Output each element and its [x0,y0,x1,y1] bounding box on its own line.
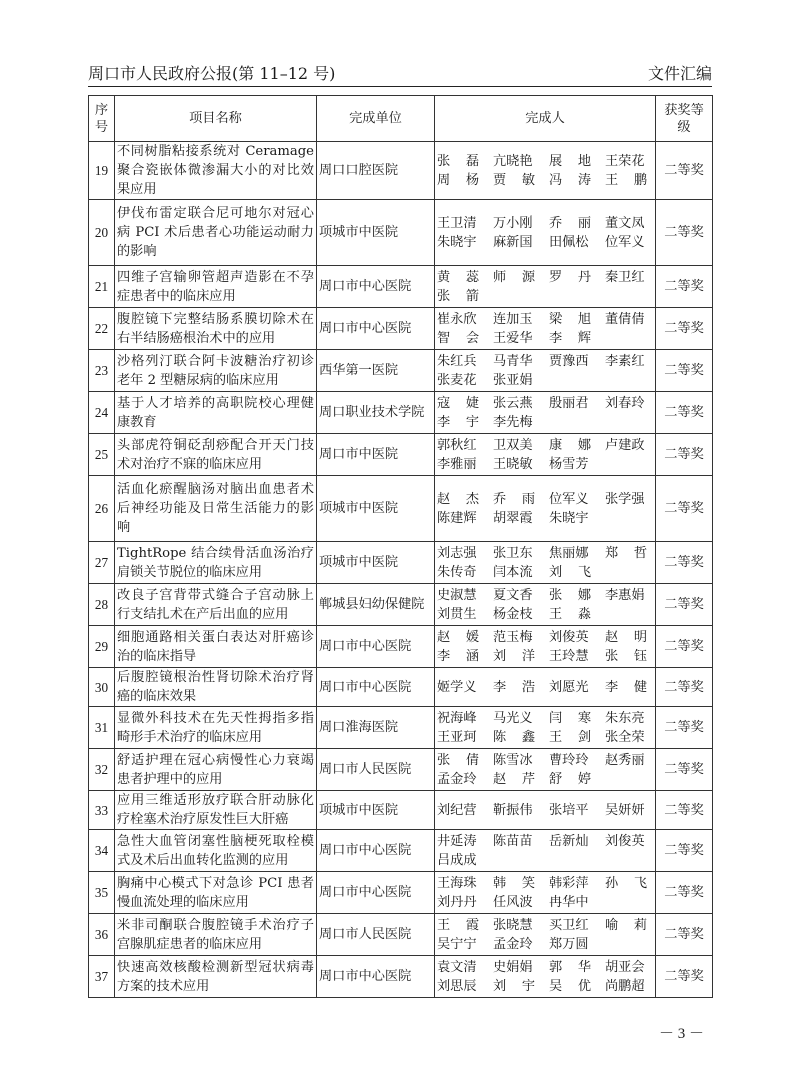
completing-unit: 周口市中心医院 [317,266,435,308]
row-number: 27 [89,542,115,584]
completers-cell [435,350,656,392]
completer-name: 任风波 [493,894,533,910]
award-level: 二等奖 [656,914,713,956]
completer-name: 尚鹏超 [605,978,645,994]
completer-name: 杨金枝 [493,606,533,622]
completer-name: 闫本流 [493,564,533,580]
row-number: 22 [89,308,115,350]
completer-name: 李 健 [605,679,647,695]
completer-name: 张 钰 [605,648,647,664]
completer-name: 李雅丽 [437,456,477,472]
table-row [89,308,713,350]
completer-name: 张培平 [549,802,589,818]
completer-name: 贾豫西 [549,353,589,369]
completing-unit: 周口市中心医院 [317,872,435,914]
completer-name: 吴宁宁 [437,936,477,952]
completer-name: 王海珠 [437,875,477,891]
award-level: 二等奖 [656,350,713,392]
completer-name: 陈雪冰 [493,752,533,768]
project-name: 改良子宫背带式缝合子宫动脉上行支结扎术在产后出血的应用 [115,584,317,626]
row-number: 21 [89,266,115,308]
completer-name: 史娟娟 [493,959,533,975]
table-row [89,626,713,668]
completing-unit: 西华第一医院 [317,350,435,392]
award-level: 二等奖 [656,791,713,830]
completer-name: 李 辉 [549,330,591,346]
completer-name: 王爱华 [493,330,533,346]
completer-name: 郑万圆 [549,936,589,952]
completer-name: 张 娜 [549,587,591,603]
completer-name: 寇 婕 [437,395,479,411]
completer-name: 孟金玲 [493,936,533,952]
completer-name: 杨雪芳 [549,456,589,472]
completers-list [437,801,653,820]
completers-cell [435,308,656,350]
completer-name: 孟金玲 [437,771,477,787]
row-number: 23 [89,350,115,392]
completer-name: 刘思辰 [437,978,477,994]
completer-name: 刘 洋 [493,648,535,664]
completer-name: 舒 婷 [549,771,591,787]
completer-name: 岳新灿 [549,833,589,849]
completer-name: 刘纪营 [437,802,477,818]
completers-cell [435,626,656,668]
completing-unit: 周口市中心医院 [317,956,435,998]
award-level: 二等奖 [656,707,713,749]
col-header-no: 序号 [89,96,115,142]
completer-name: 赵 明 [605,629,647,645]
award-table [88,95,713,998]
completing-unit: 周口口腔医院 [317,142,435,200]
completer-name: 李 宇 [437,414,479,430]
completing-unit: 项城市中医院 [317,791,435,830]
completer-name: 张学强 [605,491,645,507]
completer-name: 冯 涛 [549,172,591,188]
completers-cell [435,200,656,266]
completer-name: 范玉梅 [493,629,533,645]
completer-name: 亢晓艳 [493,153,533,169]
award-level: 二等奖 [656,434,713,476]
row-number: 32 [89,749,115,791]
table-row [89,392,713,434]
row-number: 36 [89,914,115,956]
completers-list [437,268,653,306]
completers-cell [435,668,656,707]
project-name: 不同树脂粘接系统对 Ceramage 聚合瓷嵌体微渗漏大小的对比效果应用 [115,142,317,200]
completer-name: 刘 飞 [549,564,591,580]
completing-unit: 周口市中医院 [317,434,435,476]
completers-cell [435,142,656,200]
row-number: 33 [89,791,115,830]
project-name: 快速高效核酸检测新型冠状病毒方案的技术应用 [115,956,317,998]
completer-name: 师 源 [493,269,535,285]
completer-name: 展 地 [549,153,591,169]
project-name: 沙格列汀联合阿卡波糖治疗初诊老年 2 型糖尿病的临床应用 [115,350,317,392]
header-rule [88,86,712,87]
completers-cell [435,707,656,749]
completer-name: 张 磊 [437,153,479,169]
table-header-row [89,96,713,142]
completer-name: 田佩松 [549,234,589,250]
completer-name: 韩 笑 [493,875,535,891]
completer-name: 郑 哲 [605,545,647,561]
completer-name: 冉华中 [549,894,589,910]
completer-name: 陈苗苗 [493,833,533,849]
completer-name: 赵 媛 [437,629,479,645]
row-number: 37 [89,956,115,998]
completer-name: 殷丽君 [549,395,589,411]
project-name: 后腹腔镜根治性肾切除术治疗肾癌的临床效果 [115,668,317,707]
table-row [89,476,713,542]
completer-name: 夏文香 [493,587,533,603]
table-row [89,200,713,266]
completer-name: 董文凤 [605,215,645,231]
project-name: 头部虎符铜砭刮痧配合开天门技术对治疗不寐的临床应用 [115,434,317,476]
completer-name: 王 剑 [549,729,591,745]
completer-name: 陈 鑫 [493,729,535,745]
col-header-people: 完成人 [435,96,656,142]
completer-name: 黄 蕊 [437,269,479,285]
award-level: 二等奖 [656,872,713,914]
completers-cell [435,476,656,542]
completers-list [437,958,653,996]
completer-name: 姬学义 [437,679,477,695]
completer-name: 王 鹏 [605,172,647,188]
row-number: 31 [89,707,115,749]
completer-name: 吕成成 [437,852,477,868]
project-name: 活血化瘀醒脑汤对脑出血患者术后神经功能及日常生活能力的影响 [115,476,317,542]
completer-name: 梁 旭 [549,311,591,327]
header-title: 周口市人民政府公报(第 11–12 号) [88,64,336,83]
completer-name: 胡翠霞 [493,510,533,526]
completing-unit: 周口市中心医院 [317,668,435,707]
award-level: 二等奖 [656,749,713,791]
award-level: 二等奖 [656,626,713,668]
completers-cell [435,830,656,872]
completer-name: 朱传奇 [437,564,477,580]
award-level: 二等奖 [656,308,713,350]
completer-name: 周 杨 [437,172,479,188]
completer-name: 董倩倩 [605,311,645,327]
project-name: 米非司酮联合腹腔镜手术治疗子宫腺肌症患者的临床应用 [115,914,317,956]
table-row [89,668,713,707]
completers-cell [435,749,656,791]
completer-name: 赵秀丽 [605,752,645,768]
completers-list [437,916,653,954]
completer-name: 张 倩 [437,752,479,768]
completer-name: 王亚珂 [437,729,477,745]
completing-unit: 郸城县妇幼保健院 [317,584,435,626]
completer-name: 张亚娟 [493,372,533,388]
completing-unit: 周口淮海医院 [317,707,435,749]
completer-name: 张卫东 [493,545,533,561]
completers-cell [435,584,656,626]
award-level: 二等奖 [656,392,713,434]
completer-name: 位军义 [605,234,645,250]
completer-name: 吴妍妍 [605,802,645,818]
completer-name: 乔 丽 [549,215,591,231]
completers-cell [435,266,656,308]
award-level: 二等奖 [656,476,713,542]
completer-name: 马光义 [493,710,533,726]
completer-name: 喻 莉 [605,917,647,933]
completing-unit: 周口市中心医院 [317,308,435,350]
row-number: 35 [89,872,115,914]
row-number: 19 [89,142,115,200]
table-row [89,266,713,308]
completers-cell [435,872,656,914]
table-row [89,830,713,872]
award-level: 二等奖 [656,542,713,584]
completer-name: 李先梅 [493,414,533,430]
project-name: 细胞通路相关蛋白表达对肝癌诊治的临床指导 [115,626,317,668]
table-body [89,142,713,998]
table-row [89,914,713,956]
completer-name: 史淑慧 [437,587,477,603]
completer-name: 井延涛 [437,833,477,849]
row-number: 25 [89,434,115,476]
award-level: 二等奖 [656,142,713,200]
completer-name: 刘春玲 [605,395,645,411]
completer-name: 康 娜 [549,437,591,453]
completers-list [437,310,653,348]
completer-name: 智 会 [437,330,479,346]
completer-name: 祝海峰 [437,710,477,726]
completers-list [437,152,653,190]
row-number: 20 [89,200,115,266]
completing-unit: 周口市人民医院 [317,749,435,791]
completer-name: 王卫清 [437,215,477,231]
table-row [89,872,713,914]
completer-name: 李 浩 [493,679,535,695]
completer-name: 吴 优 [549,978,591,994]
completer-name: 赵 芹 [493,771,535,787]
completer-name: 胡亚会 [605,959,645,975]
completing-unit: 周口市人民医院 [317,914,435,956]
header-section: 文件汇编 [647,64,712,83]
completers-cell [435,791,656,830]
completers-list [437,214,653,252]
completer-name: 刘愿光 [549,679,589,695]
completer-name: 朱晓宇 [549,510,589,526]
row-number: 28 [89,584,115,626]
completer-name: 刘俊英 [605,833,645,849]
completers-cell [435,392,656,434]
completer-name: 李素红 [605,353,645,369]
project-name: 应用三维适形放疗联合肝动脉化疗栓塞术治疗原发性巨大肝癌 [115,791,317,830]
completer-name: 王荣花 [605,153,645,169]
completer-name: 靳振伟 [493,802,533,818]
completers-list [437,751,653,789]
completing-unit: 项城市中医院 [317,476,435,542]
completer-name: 万小刚 [493,215,533,231]
completer-name: 陈建辉 [437,510,477,526]
completer-name: 张晓慧 [493,917,533,933]
completer-name: 朱东亮 [605,710,645,726]
completer-name: 卢建政 [605,437,645,453]
table-row [89,707,713,749]
project-name: 胸痛中心模式下对急诊 PCI 患者慢血流处理的临床应用 [115,872,317,914]
completer-name: 连加玉 [493,311,533,327]
award-level: 二等奖 [656,200,713,266]
completers-list [437,628,653,666]
completing-unit: 项城市中医院 [317,542,435,584]
completer-name: 罗 丹 [549,269,591,285]
completer-name: 马青华 [493,353,533,369]
project-name: 基于人才培养的高职院校心理健康教育 [115,392,317,434]
completer-name: 王 淼 [549,606,591,622]
row-number: 24 [89,392,115,434]
completers-list [437,678,653,697]
table-row [89,350,713,392]
completers-list [437,394,653,432]
col-header-unit: 完成单位 [317,96,435,142]
project-name: 腹腔镜下完整结肠系膜切除术在右半结肠癌根治术中的应用 [115,308,317,350]
completers-list [437,832,653,870]
table-row [89,542,713,584]
completer-name: 张麦花 [437,372,477,388]
project-name: 急性大血管闭塞性脑梗死取栓模式及术后出血转化监测的应用 [115,830,317,872]
completer-name: 袁文清 [437,959,477,975]
completer-name: 王 霞 [437,917,479,933]
completer-name: 卫双美 [493,437,533,453]
col-header-project: 项目名称 [115,96,317,142]
completer-name: 张 箭 [437,288,479,304]
completers-cell [435,434,656,476]
page-header [88,58,712,84]
completers-list [437,436,653,474]
completer-name: 李惠娟 [605,587,645,603]
completer-name: 王玲慧 [549,648,589,664]
completer-name: 赵 杰 [437,491,479,507]
award-level: 二等奖 [656,668,713,707]
project-name: 四维子宫输卵管超声造影在不孕症患者中的临床应用 [115,266,317,308]
completers-list [437,709,653,747]
table-row [89,749,713,791]
table-row [89,584,713,626]
award-level: 二等奖 [656,830,713,872]
completing-unit: 周口市中心医院 [317,626,435,668]
completer-name: 朱红兵 [437,353,477,369]
completer-name: 刘贯生 [437,606,477,622]
col-header-award: 获奖等级 [656,96,713,142]
completers-list [437,544,653,582]
row-number: 29 [89,626,115,668]
completer-name: 韩彩萍 [549,875,589,891]
row-number: 34 [89,830,115,872]
completers-cell [435,914,656,956]
completers-list [437,490,653,528]
completer-name: 麻新国 [493,234,533,250]
completer-name: 秦卫红 [605,269,645,285]
table-row [89,142,713,200]
completing-unit: 周口职业技术学院 [317,392,435,434]
completer-name: 焦丽娜 [549,545,589,561]
completer-name: 买卫红 [549,917,589,933]
completers-cell [435,542,656,584]
completer-name: 李 涵 [437,648,479,664]
completing-unit: 项城市中医院 [317,200,435,266]
completers-list [437,874,653,912]
award-level: 二等奖 [656,956,713,998]
completer-name: 闫 寒 [549,710,591,726]
completer-name: 贾 敏 [493,172,535,188]
completer-name: 刘 宇 [493,978,535,994]
table-row [89,434,713,476]
completer-name: 郭秋红 [437,437,477,453]
table-row [89,956,713,998]
award-level: 二等奖 [656,584,713,626]
completer-name: 王晓敏 [493,456,533,472]
project-name: 显微外科技术在先天性拇指多指畸形手术治疗的临床应用 [115,707,317,749]
completer-name: 郭 华 [549,959,591,975]
completer-name: 张云燕 [493,395,533,411]
table-row [89,791,713,830]
completing-unit: 周口市中心医院 [317,830,435,872]
completers-list [437,352,653,390]
completer-name: 曹玲玲 [549,752,589,768]
completer-name: 刘丹丹 [437,894,477,910]
completer-name: 位军义 [549,491,589,507]
completers-list [437,586,653,624]
completer-name: 张全荣 [605,729,645,745]
completer-name: 刘志强 [437,545,477,561]
completer-name: 崔永欣 [437,311,477,327]
completers-cell [435,956,656,998]
row-number: 26 [89,476,115,542]
project-name: 舒适护理在冠心病慢性心力衰竭患者护理中的应用 [115,749,317,791]
project-name: 伊伐布雷定联合尼可地尔对冠心病 PCI 术后患者心功能运动耐力的影响 [115,200,317,266]
page-number: － 3 － [658,1026,704,1042]
completer-name: 孙 飞 [605,875,647,891]
completer-name: 乔 雨 [493,491,535,507]
row-number: 30 [89,668,115,707]
project-name: TightRope 结合续骨活血汤治疗肩锁关节脱位的临床应用 [115,542,317,584]
completer-name: 刘俊英 [549,629,589,645]
award-level: 二等奖 [656,266,713,308]
completer-name: 朱晓宇 [437,234,477,250]
